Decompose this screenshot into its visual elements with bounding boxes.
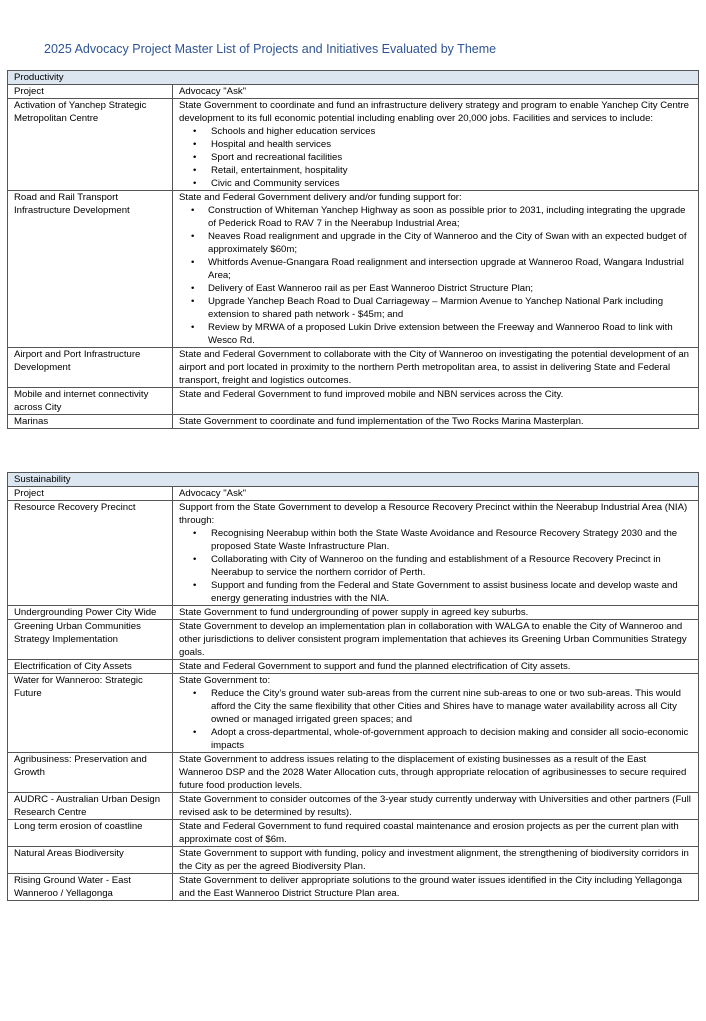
- column-header-row: [8, 487, 699, 501]
- project-cell: Agribusiness: Preservation and Growth: [8, 753, 173, 793]
- ask-cell: State Government to coordinate and fund implementation of the Two Rocks Marina Masterplan.: [173, 415, 699, 429]
- list-item: • Reduce the City’s ground water sub-areas from the current nine sub-areas to one or two sub-areas. This would afford the City the same flexibility that other Cities and Shires have to manage water availability across all City owned or managed irrigated green spaces; and: [179, 687, 692, 726]
- table-row: [8, 874, 699, 901]
- ask-text: State Government to coordinate and fund an infrastructure delivery strategy and program to enable Yanchep City Centre development to its full economic potential including enabling over 20,000 jobs. Facilities and services to include:: [179, 100, 690, 124]
- list-item: • Retail, entertainment, hospitality: [179, 164, 692, 177]
- project-cell: Rising Ground Water - East Wanneroo / Yellagonga: [8, 874, 173, 901]
- list-item: • Schools and higher education services: [179, 125, 692, 138]
- ask-cell: State and Federal Government to collaborate with the City of Wanneroo on investigating the potential development of an airport and port located in proximity to the northern Perth metropolitan area, to assist in delivering State and Federal transport, freight and logistics outcomes.: [173, 348, 699, 388]
- ask-text: State Government to:: [179, 675, 271, 686]
- table-row: [8, 753, 699, 793]
- productivity-table: [7, 70, 699, 429]
- list-item: • Adopt a cross-departmental, whole-of-government approach to decision making and consider all socio-economic impacts: [179, 726, 692, 752]
- column-header-row: [8, 85, 699, 99]
- table-row: [8, 674, 699, 753]
- theme-heading: Productivity: [8, 71, 699, 85]
- table-row: [8, 820, 699, 847]
- ask-cell: State Government to fund undergrounding of power supply in agreed key suburbs.: [173, 606, 699, 620]
- table-row: [8, 620, 699, 660]
- project-cell: Greening Urban Communities Strategy Implementation: [8, 620, 173, 660]
- table-row: [8, 415, 699, 429]
- ask-cell: State and Federal Government to fund improved mobile and NBN services across the City.: [173, 388, 699, 415]
- list-item: • Upgrade Yanchep Beach Road to Dual Carriageway – Marmion Avenue to Yanchep National Park including extension to shared path network - $45m; and: [179, 295, 692, 321]
- ask-text: State and Federal Government delivery and/or funding support for:: [179, 192, 462, 203]
- table-row: [8, 348, 699, 388]
- theme-heading: Sustainability: [8, 473, 699, 487]
- page-title: 2025 Advocacy Project Master List of Projects and Initiatives Evaluated by Theme: [44, 42, 497, 56]
- table-row: [8, 793, 699, 820]
- ask-cell: [173, 674, 699, 753]
- project-cell: Water for Wanneroo: Strategic Future: [8, 674, 173, 753]
- list-item: • Construction of Whiteman Yanchep Highway as soon as possible prior to 2031, including integrating the upgrade of Pederick Road to RAV 7 in the Neerabup Industrial Area;: [179, 204, 692, 230]
- list-item: • Whitfords Avenue-Gnangara Road realignment and intersection upgrade at Wanneroo Road, Wangara Industrial Area;: [179, 256, 692, 282]
- column-header-ask: Advocacy "Ask": [173, 85, 699, 99]
- ask-cell: State Government to deliver appropriate solutions to the ground water issues identified in the City including Yellagonga and the East Wanneroo District Structure Plan area.: [173, 874, 699, 901]
- ask-cell: State Government to address issues relating to the displacement of existing businesses as a result of the East Wanneroo DSP and the 2028 Water Allocation cuts, through appropriate relocation of agribusinesses to secure required future food production levels.: [173, 753, 699, 793]
- ask-cell: State and Federal Government to fund required coastal maintenance and erosion projects as per the current plan with approximate cost of $6m.: [173, 820, 699, 847]
- list-item: • Hospital and health services: [179, 138, 692, 151]
- project-cell: Marinas: [8, 415, 173, 429]
- column-header-ask: Advocacy "Ask": [173, 487, 699, 501]
- table-row: [8, 847, 699, 874]
- table-row: [8, 660, 699, 674]
- list-item: • Recognising Neerabup within both the State Waste Avoidance and Resource Recovery Strategy 2030 and the proposed State Waste Infrastructure Plan.: [179, 527, 692, 553]
- ask-cell: State Government to develop an implementation plan in collaboration with WALGA to enable the City of Wanneroo and other jurisdictions to deliver consistent program implementation that achieves its Greening Urban Communities Strategy goals.: [173, 620, 699, 660]
- ask-cell: State and Federal Government to support and fund the planned electrification of City assets.: [173, 660, 699, 674]
- ask-cell: [173, 501, 699, 606]
- project-cell: Natural Areas Biodiversity: [8, 847, 173, 874]
- list-item: • Review by MRWA of a proposed Lukin Drive extension between the Freeway and Wanneroo Road to link with Wesco Rd.: [179, 321, 692, 347]
- project-cell: Undergrounding Power City Wide: [8, 606, 173, 620]
- ask-cell: [173, 99, 699, 191]
- project-cell: Road and Rail Transport Infrastructure Development: [8, 191, 173, 348]
- ask-cell: State Government to consider outcomes of the 3-year study currently underway with Universities and other partners (Full revised ask to be determined by results).: [173, 793, 699, 820]
- ask-cell: State Government to support with funding, policy and investment alignment, the strengthening of biodiversity corridors in the City as per the agreed Biodiversity Plan.: [173, 847, 699, 874]
- column-header-project: Project: [8, 85, 173, 99]
- theme-header-row: [8, 71, 699, 85]
- table-row: [8, 99, 699, 191]
- ask-text: Support from the State Government to develop a Resource Recovery Precinct within the Neerabup Industrial Area (NIA) through:: [179, 502, 688, 526]
- ask-bullet-list: [179, 687, 692, 752]
- list-item: • Neaves Road realignment and upgrade in the City of Wanneroo and the City of Swan with an expected budget of approximately $60m;: [179, 230, 692, 256]
- project-cell: Activation of Yanchep Strategic Metropolitan Centre: [8, 99, 173, 191]
- project-cell: Long term erosion of coastline: [8, 820, 173, 847]
- table-row: [8, 191, 699, 348]
- table-row: [8, 388, 699, 415]
- project-cell: AUDRC - Australian Urban Design Research Centre: [8, 793, 173, 820]
- table-row: [8, 606, 699, 620]
- theme-header-row: [8, 473, 699, 487]
- project-cell: Resource Recovery Precinct: [8, 501, 173, 606]
- list-item: • Civic and Community services: [179, 177, 692, 190]
- project-cell: Electrification of City Assets: [8, 660, 173, 674]
- sustainability-table: [7, 472, 699, 901]
- ask-bullet-list: [179, 527, 692, 605]
- ask-bullet-list: [179, 204, 692, 347]
- list-item: • Collaborating with City of Wanneroo on the funding and establishment of a Resource Recovery Precinct in Neerabup to service the northern corridor of Perth.: [179, 553, 692, 579]
- project-cell: Mobile and internet connectivity across City: [8, 388, 173, 415]
- column-header-project: Project: [8, 487, 173, 501]
- project-cell: Airport and Port Infrastructure Development: [8, 348, 173, 388]
- list-item: • Sport and recreational facilities: [179, 151, 692, 164]
- table-row: [8, 501, 699, 606]
- list-item: • Delivery of East Wanneroo rail as per East Wanneroo District Structure Plan;: [179, 282, 692, 295]
- ask-cell: [173, 191, 699, 348]
- list-item: • Support and funding from the Federal and State Government to assist business locate and develop waste and energy generating industries with the NIA.: [179, 579, 692, 605]
- ask-bullet-list: [179, 125, 692, 190]
